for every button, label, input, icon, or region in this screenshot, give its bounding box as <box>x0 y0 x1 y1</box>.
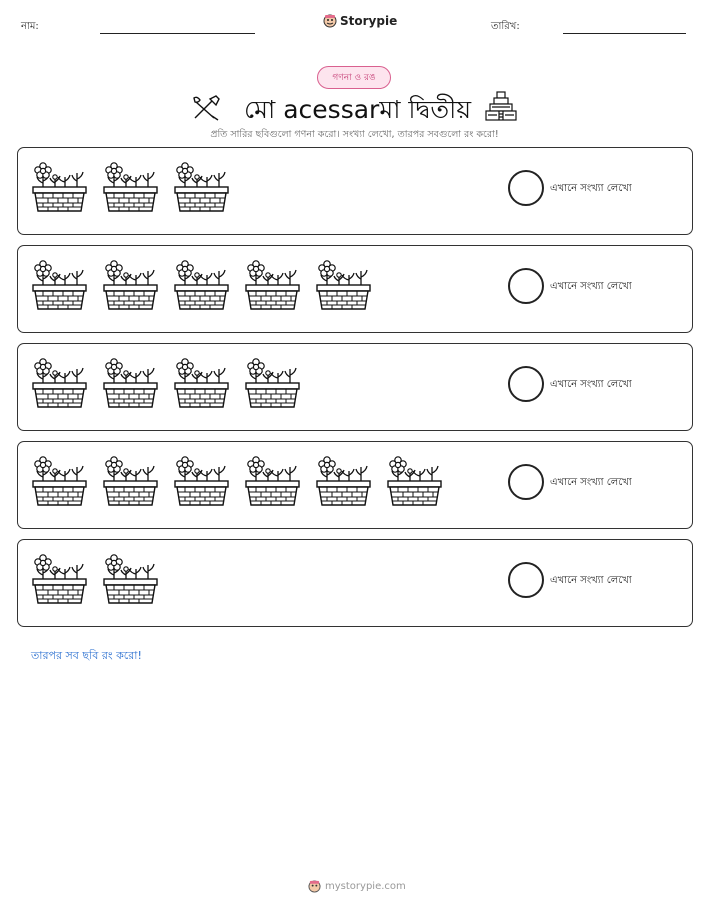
answer-circle[interactable] <box>508 170 544 206</box>
date-label: তারিখ: <box>491 21 520 32</box>
worksheet-title: মো acessarমা দ্বিতীয় <box>244 95 472 124</box>
answer-circle[interactable] <box>508 464 544 500</box>
plant-group <box>31 455 443 507</box>
plant-group <box>31 357 301 409</box>
flower-planter-icon <box>315 259 372 311</box>
flower-planter-icon <box>102 357 159 409</box>
flower-planter-icon <box>102 455 159 507</box>
flower-planter-icon <box>102 259 159 311</box>
flower-planter-icon <box>31 357 88 409</box>
flower-planter-icon <box>244 259 301 311</box>
storypie-logo <box>323 14 397 28</box>
answer-label: এখানে সংখ্যা লেখো <box>550 477 632 488</box>
footer <box>308 880 406 893</box>
flower-planter-icon <box>31 161 88 213</box>
category-badge: গণনা ও রঙ <box>317 66 391 89</box>
flower-planter-icon <box>244 357 301 409</box>
counting-row <box>17 343 693 431</box>
mascot-icon <box>308 880 321 893</box>
gardening-tools-icon <box>192 94 222 122</box>
counting-rows <box>17 147 693 637</box>
flower-planter-icon <box>244 455 301 507</box>
flower-planter-icon <box>386 455 443 507</box>
answer-label: এখানে সংখ্যা লেখো <box>550 575 632 586</box>
answer-circle[interactable] <box>508 268 544 304</box>
answer-circle[interactable] <box>508 562 544 598</box>
counting-row <box>17 539 693 627</box>
date-write-line <box>563 33 686 34</box>
counting-row <box>17 147 693 235</box>
counting-row <box>17 245 693 333</box>
plant-group <box>31 259 372 311</box>
answer-label: এখানে সংখ্যা লেখো <box>550 183 632 194</box>
worksheet-header <box>0 0 709 50</box>
plant-group <box>31 161 230 213</box>
mascot-icon <box>323 14 337 28</box>
counting-row <box>17 441 693 529</box>
footer-note: তারপর সব ছবি রং করো! <box>31 649 142 662</box>
flower-planter-icon <box>173 357 230 409</box>
answer-label: এখানে সংখ্যা লেখো <box>550 281 632 292</box>
flower-planter-icon <box>31 553 88 605</box>
plant-group <box>31 553 159 605</box>
flower-planter-icon <box>102 161 159 213</box>
instructions: প্রতি সারির ছবিগুলো গণনা করো। সংখ্যা লেখো, তারপর সবগুলো রং করো! <box>210 129 499 140</box>
title-row <box>0 88 709 128</box>
flower-planter-icon <box>31 455 88 507</box>
footer-site[interactable]: mystorypie.com <box>325 881 406 892</box>
flower-planter-icon <box>173 259 230 311</box>
pyramid-temple-icon <box>484 90 518 122</box>
answer-circle[interactable] <box>508 366 544 402</box>
flower-planter-icon <box>173 161 230 213</box>
flower-planter-icon <box>31 259 88 311</box>
flower-planter-icon <box>102 553 159 605</box>
name-label: নাম: <box>21 21 39 32</box>
flower-planter-icon <box>315 455 372 507</box>
answer-label: এখানে সংখ্যা লেখো <box>550 379 632 390</box>
logo-text: Storypie <box>340 14 398 28</box>
name-write-line <box>100 33 255 34</box>
flower-planter-icon <box>173 455 230 507</box>
